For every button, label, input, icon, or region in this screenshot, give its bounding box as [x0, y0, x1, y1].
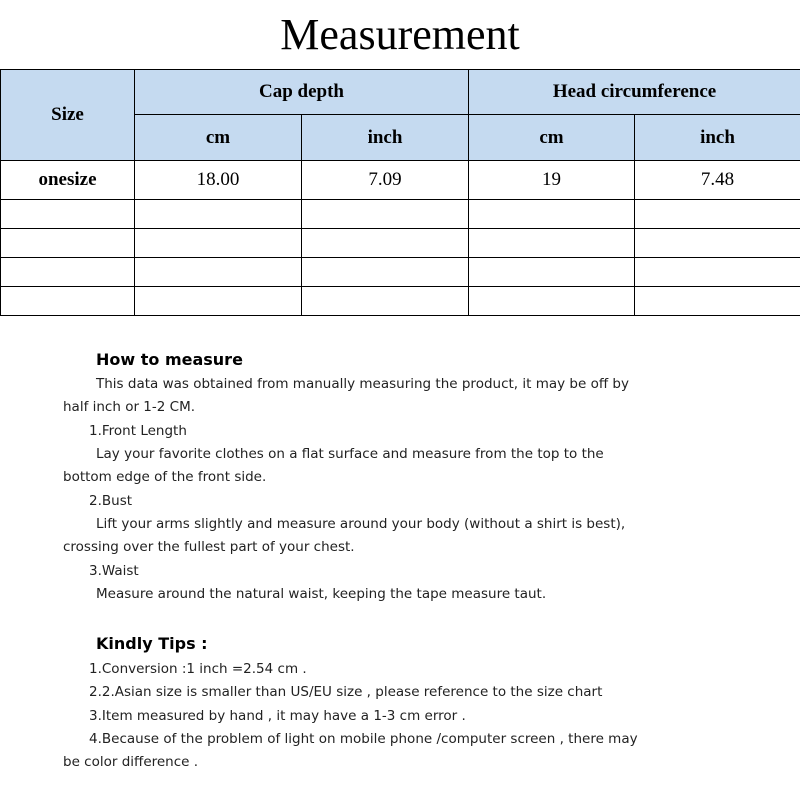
note-line: This data was obtained from manually measuring the product, it may be off by	[96, 376, 629, 392]
tip-line: be color difference .	[63, 754, 199, 770]
table-cell: 7.09	[302, 161, 469, 200]
size-table	[0, 69, 800, 316]
note-line: Lift your arms slightly and measure around your body (without a shirt is best),	[96, 516, 626, 532]
empty-row	[1, 258, 800, 287]
tip-line: 2.2.Asian size is smaller than US/EU size , please reference to the size chart	[89, 684, 603, 700]
tip-line: 4.Because of the problem of light on mobile phone /computer screen , there may	[89, 731, 638, 747]
tip-line: 3.Item measured by hand , it may have a 1-3 cm error .	[89, 708, 466, 724]
note-line: 2.Bust	[89, 493, 133, 509]
table-row	[1, 161, 800, 200]
unit-header: cm	[469, 115, 635, 161]
note-line: Lay your favorite clothes on a flat surface and measure from the top to the	[96, 446, 604, 462]
note-line: 1.Front Length	[89, 423, 187, 439]
table-cell: 18.00	[135, 161, 302, 200]
cap-depth-header: Cap depth	[135, 70, 469, 115]
note-line: Measure around the natural waist, keeping the tape measure taut.	[96, 586, 547, 602]
note-line: bottom edge of the front side.	[63, 469, 267, 485]
table-cell: 19	[469, 161, 635, 200]
how-to-measure-heading: How to measure	[96, 350, 243, 369]
table-cell: 7.48	[635, 161, 800, 200]
page-title: Measurement	[280, 10, 520, 59]
empty-row	[1, 200, 800, 229]
size-cell: onesize	[1, 161, 135, 200]
empty-row	[1, 287, 800, 316]
note-line: crossing over the fullest part of your chest.	[63, 539, 355, 555]
tip-line: 1.Conversion :1 inch =2.54 cm .	[89, 661, 307, 677]
table-header-row	[1, 70, 800, 115]
kindly-tips-heading: Kindly Tips :	[96, 634, 208, 653]
note-line: 3.Waist	[89, 563, 139, 579]
head-circumference-header: Head circumference	[469, 70, 800, 115]
unit-header: inch	[635, 115, 800, 161]
size-header: Size	[1, 70, 135, 161]
note-line: half inch or 1-2 CM.	[63, 399, 196, 415]
empty-row	[1, 229, 800, 258]
unit-header: cm	[135, 115, 302, 161]
unit-header: inch	[302, 115, 469, 161]
